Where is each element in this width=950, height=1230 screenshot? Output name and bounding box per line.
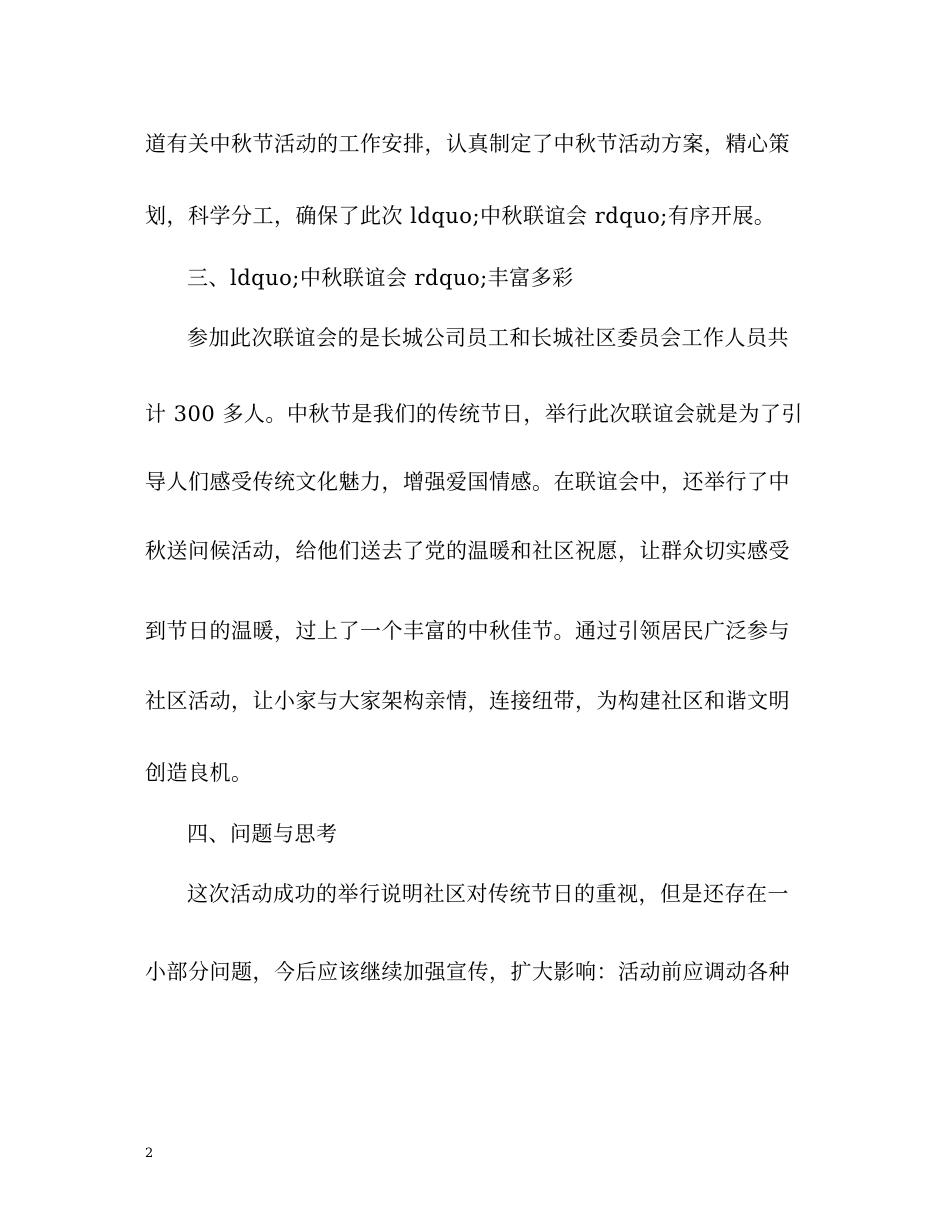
body-text-line: 划，科学分工，确保了此次 ldquo;中秋联谊会 rdquo;有序开展。 [145, 204, 776, 228]
body-text-line: 小部分问题，今后应该继续加强宣传，扩大影响：活动前应调动各种 [145, 960, 790, 984]
body-text-line: 创造良机。 [145, 761, 253, 785]
body-text-line: 到节日的温暖，过上了一个丰富的中秋佳节。通过引领居民广泛参与 [145, 619, 790, 643]
body-text-line: 道有关中秋节活动的工作安排，认真制定了中秋节活动方案，精心策 [145, 132, 790, 156]
section-heading: 四、问题与思考 [187, 822, 338, 846]
body-text-line: 参加此次联谊会的是长城公司员工和长城社区委员会工作人员共 [187, 326, 789, 350]
body-text-line: 秋送问候活动，给他们送去了党的温暖和社区祝愿，让群众切实感受 [145, 539, 790, 563]
section-heading: 三、ldquo;中秋联谊会 rdquo;丰富多彩 [187, 266, 574, 290]
body-text-line: 这次活动成功的举行说明社区对传统节日的重视，但是还存在一 [187, 882, 789, 906]
page-number: 2 [145, 1146, 154, 1161]
body-text-line: 计 300 多人。中秋节是我们的传统节日，举行此次联谊会就是为了引 [145, 402, 803, 426]
body-text-line: 导人们感受传统文化魅力，增强爱国情感。在联谊会中，还举行了中 [145, 470, 790, 494]
body-text-line: 社区活动，让小家与大家架构亲情，连接纽带，为构建社区和谐文明 [145, 689, 790, 713]
